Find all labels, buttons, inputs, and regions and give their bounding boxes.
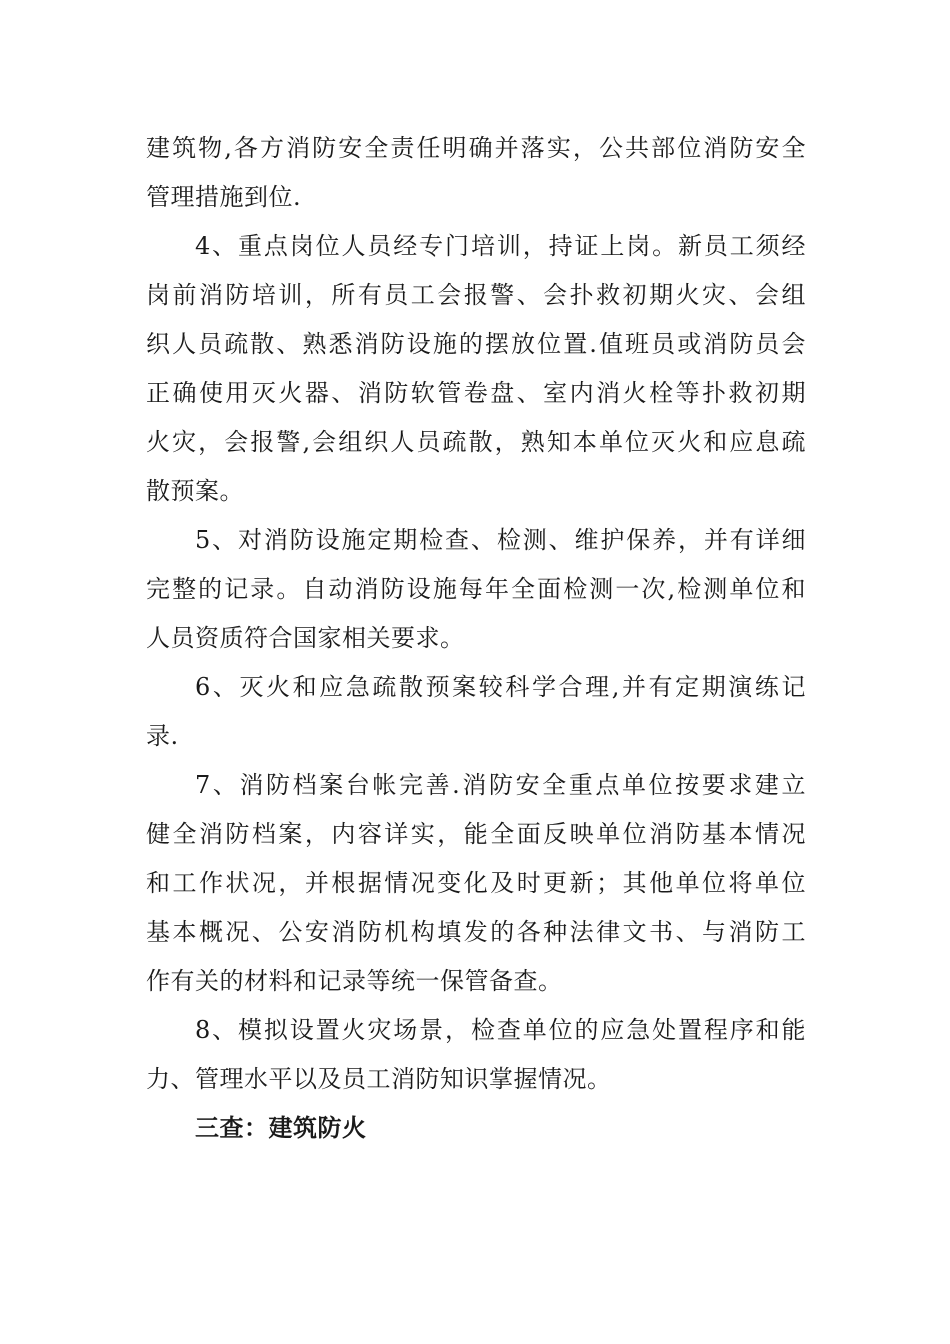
text-line: 6、灭火和应急疏散预案较科学合理,并有定期演练记 (195, 673, 806, 701)
text-line: 人员资质符合国家相关要求。 (146, 624, 465, 652)
text-line: 7、消防档案台帐完善.消防安全重点单位按要求建立 (195, 771, 806, 799)
paragraph-item-5 (146, 516, 806, 663)
text-line: 火灾，会报警,会组织人员疏散，熟知本单位灭火和应息疏 (146, 428, 806, 456)
text-line: 建筑物,各方消防安全责任明确并落实，公共部位消防安全 (146, 134, 806, 162)
paragraph-item-4 (146, 222, 806, 516)
text-line: 和工作状况，并根据情况变化及时更新；其他单位将单位 (146, 869, 806, 897)
text-line: 散预案。 (146, 477, 244, 505)
text-line: 完整的记录。自动消防设施每年全面检测一次,检测单位和 (146, 575, 806, 603)
text-line: 4、重点岗位人员经专门培训，持证上岗。新员工须经 (195, 232, 806, 260)
section-heading: 三查：建筑防火 (195, 1114, 367, 1142)
text-line: 正确使用灭火器、消防软管卷盘、室内消火栓等扑救初期 (146, 379, 806, 407)
text-line: 管理措施到位. (146, 183, 302, 211)
text-line: 5、对消防设施定期检查、检测、维护保养，并有详细 (195, 526, 806, 554)
paragraph-item-8 (146, 1006, 806, 1104)
text-line: 健全消防档案，内容详实，能全面反映单位消防基本情况 (146, 820, 806, 848)
document-body (146, 124, 806, 1153)
text-line: 作有关的材料和记录等统一保管备查。 (146, 967, 563, 995)
text-line: 8、模拟设置火灾场景，检查单位的应急处置程序和能 (195, 1016, 806, 1044)
paragraph-item-7 (146, 761, 806, 1006)
text-line: 织人员疏散、熟悉消防设施的摆放位置.值班员或消防员会 (146, 330, 806, 358)
text-line: 基本概况、公安消防机构填发的各种法律文书、与消防工 (146, 918, 806, 946)
paragraph-item-6 (146, 663, 806, 761)
text-line: 岗前消防培训，所有员工会报警、会扑救初期火灾、会组 (146, 281, 806, 309)
text-line: 力、管理水平以及员工消防知识掌握情况。 (146, 1065, 612, 1093)
text-line: 录. (146, 722, 179, 750)
paragraph-continuation (146, 124, 806, 222)
